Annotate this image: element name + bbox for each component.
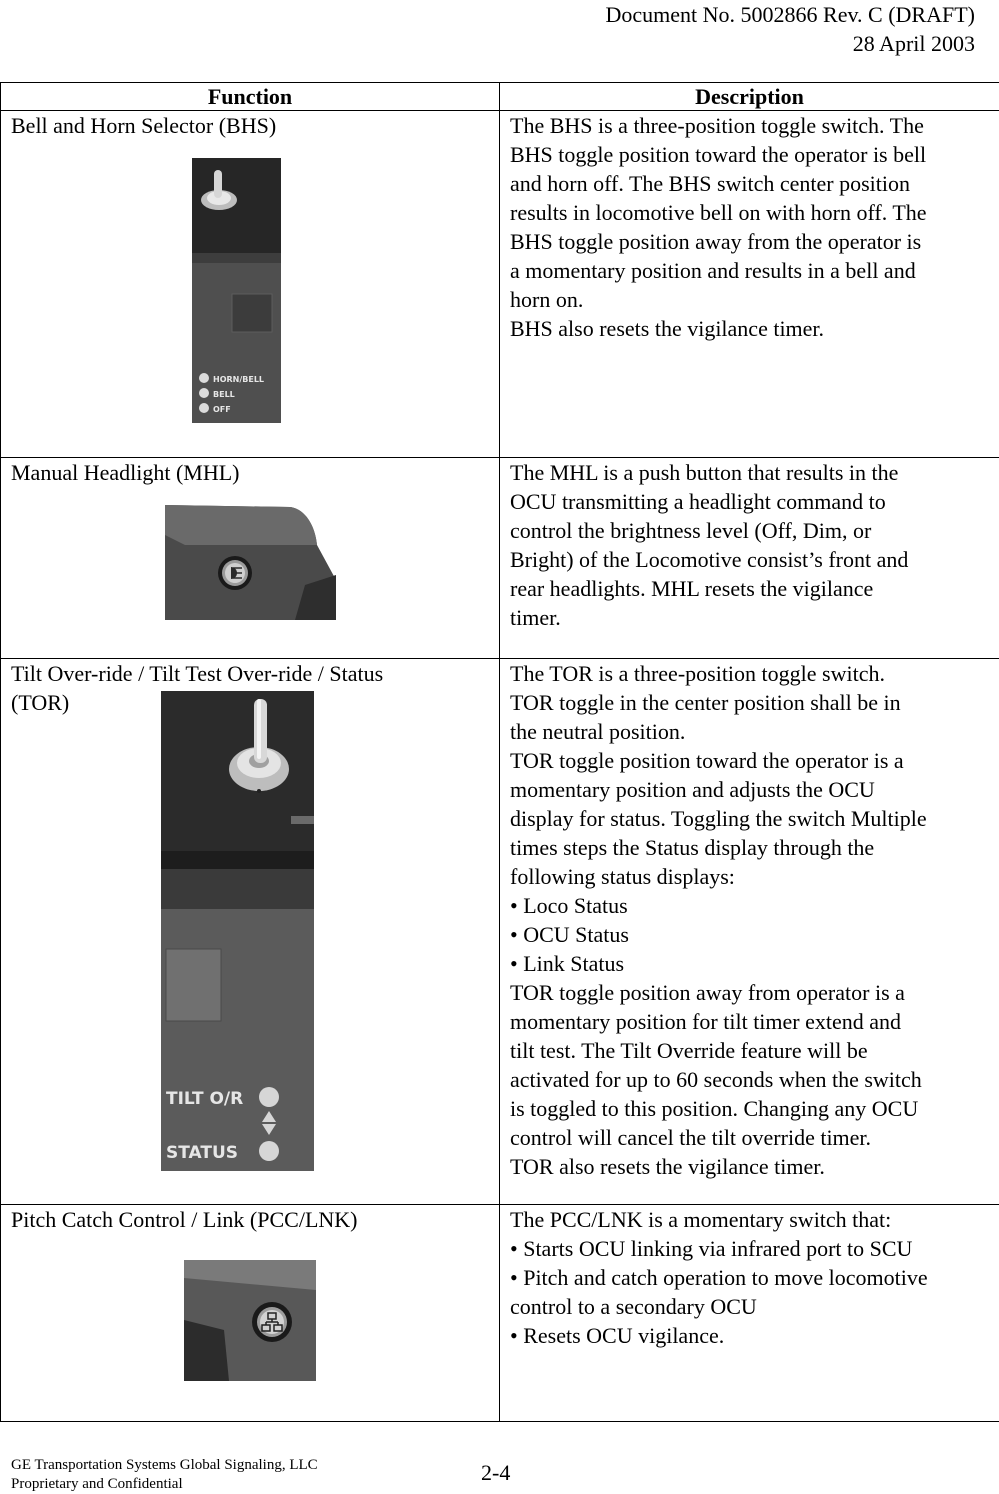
description-line: control to a secondary OCU [510,1294,757,1319]
function-cell [1,111,500,458]
table-row [1,1205,999,1422]
description-line: following status displays: [510,864,735,889]
description-line: • Resets OCU vigilance. [510,1323,725,1348]
document-date: 28 April 2003 [852,31,975,56]
description-line: and horn off. The BHS switch center position [510,171,911,196]
description-line: TOR toggle position toward the operator is a [510,748,904,773]
function-cell [1,458,500,659]
document-header [606,0,976,58]
page-number: 2-4 [481,1460,511,1485]
function-label-line-2: (TOR) [11,690,70,715]
description-line: The MHL is a push button that results in the [510,460,899,485]
tor-switch-image [161,691,314,1171]
description-line: horn on. [510,287,584,312]
description-line: activated for up to 60 seconds when the switch [510,1067,922,1092]
description-line: control the brightness level (Off, Dim, or [510,518,872,543]
description-cell [500,458,999,659]
description-line: BHS toggle position away from the operator is [510,229,922,254]
description-line: momentary position and adjusts the OCU [510,777,875,802]
description-line: Bright) of the Locomotive consist’s front and [510,547,909,572]
table-row [1,458,999,659]
table-header-row [1,83,999,111]
description-line: rear headlights. MHL resets the vigilance [510,576,874,601]
description-line: The BHS is a three-position toggle switch. The [510,113,924,138]
description-cell [500,111,999,458]
off-label: OFF [213,405,231,414]
bell-label: BELL [213,390,235,399]
function-label: Bell and Horn Selector (BHS) [11,113,277,138]
description-line: TOR also resets the vigilance timer. [510,1154,825,1179]
description-line: a momentary position and results in a bell and [510,258,916,283]
description-line: • Pitch and catch operation to move locomotive [510,1265,928,1290]
table-row [1,659,999,1205]
description-line: TOR toggle position away from operator is a [510,980,905,1005]
mhl-button-image [165,485,336,620]
description-line: momentary position for tilt timer extend and [510,1009,902,1034]
status-label: STATUS [166,1143,239,1163]
description-line: • OCU Status [510,922,629,947]
description-line: is toggled to this position. Changing any OCU [510,1096,919,1121]
function-label-line-1: Tilt Over-ride / Tilt Test Over-ride / Status [11,661,384,686]
function-description-table [0,82,999,1422]
pcc-lnk-button-image [184,1260,316,1381]
description-line: timer. [510,605,561,630]
description-line: The TOR is a three-position toggle switch. [510,661,885,686]
description-line: display for status. Toggling the switch Multiple [510,806,927,831]
description-line: control will cancel the tilt override timer. [510,1125,872,1150]
function-label: Pitch Catch Control / Link (PCC/LNK) [11,1207,358,1232]
table-row [1,111,999,458]
description-cell [500,1205,999,1422]
description-line: tilt test. The Tilt Override feature will be [510,1038,868,1063]
description-cell [500,659,999,1205]
tilt-or-label: TILT O/R [166,1089,244,1109]
footer-confidential: Proprietary and Confidential [11,1476,183,1492]
document-number: Document No. 5002866 Rev. C (DRAFT) [605,2,975,27]
description-line: The PCC/LNK is a momentary switch that: [510,1207,892,1232]
footer [11,1456,318,1494]
footer-company: GE Transportation Systems Global Signaling, LLC [11,1457,318,1473]
description-line: • Loco Status [510,893,628,918]
description-line: results in locomotive bell on with horn off. The [510,200,927,225]
description-line: the neutral position. [510,719,686,744]
description-line: OCU transmitting a headlight command to [510,489,886,514]
bhs-switch-image [192,158,281,423]
function-cell [1,659,500,1205]
description-line: • Link Status [510,951,625,976]
description-line: BHS toggle position toward the operator is bell [510,142,927,167]
description-column-header: Description [500,83,999,111]
description-line: • Starts OCU linking via infrared port to SCU [510,1236,913,1261]
function-column-header: Function [1,83,500,111]
description-line: TOR toggle in the center position shall be in [510,690,901,715]
description-line: times steps the Status display through the [510,835,875,860]
description-line: BHS also resets the vigilance timer. [510,316,825,341]
function-cell [1,1205,500,1422]
function-label: Manual Headlight (MHL) [11,460,240,485]
horn-bell-label: HORN/BELL [213,375,265,384]
